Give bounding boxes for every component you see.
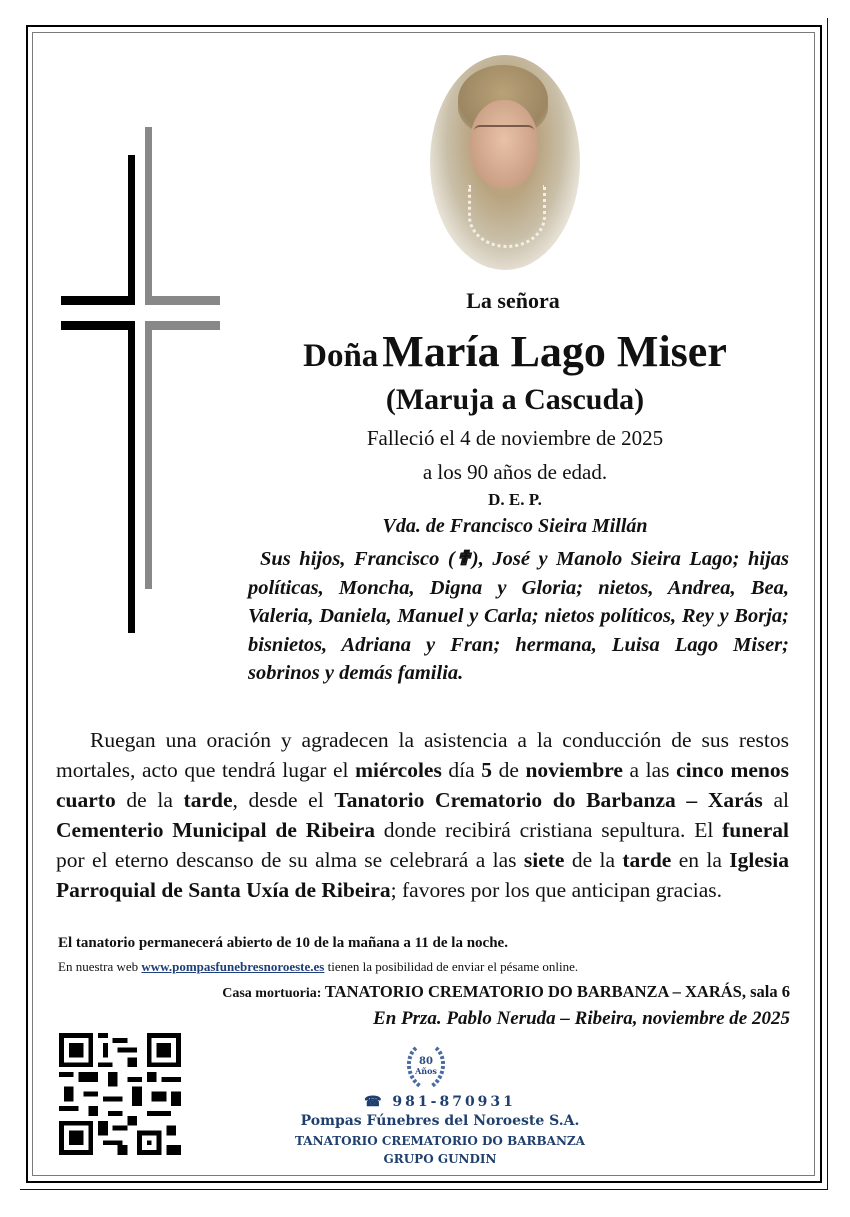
- dep-label: D. E. P.: [488, 490, 542, 509]
- opening-hours: El tanatorio permanecerá abierto de 10 de la mañana a 11 de la noche.: [58, 935, 508, 951]
- svg-text:80: 80: [419, 1056, 433, 1067]
- frame-shadow-right: [827, 18, 828, 1190]
- title-prefix: Doña: [303, 338, 379, 374]
- intro-label: La señora: [466, 288, 560, 313]
- funeral-home-line: Casa mortuoria: TANATORIO CREMATORIO DO BARBANZA – XARÁS, sala 6: [222, 982, 790, 1001]
- widow-line: Vda. de Francisco Sieira Millán: [382, 515, 648, 537]
- group-name: GRUPO GUNDIN: [383, 1152, 497, 1166]
- company-name: Pompas Fúnebres del Noroeste S.A.: [300, 1113, 580, 1129]
- full-name: María Lago Miser: [382, 327, 727, 376]
- death-date: Falleció el 4 de noviembre de 2025: [366, 426, 664, 450]
- portrait-photo: [430, 55, 580, 270]
- anniversary-logo: [400, 1040, 452, 1092]
- alias: (Maruja a Cascuda): [385, 383, 645, 416]
- tanatorio-name: TANATORIO CREMATORIO DO BARBANZA: [295, 1134, 585, 1148]
- family-list: Sus hijos, Francisco (✟), José y Manolo Sieira Lago; hijas políticas, Moncha, Digna y Gloria; nietos, Andrea, Bea, Valeria, Daniela, Manuel y Carla; nietos políticos, Rey y Borja; bisnietos, Adriana y Fran; hermana, Luisa Lago Miser; sobrinos y demás familia.: [248, 548, 789, 684]
- laurel-icon: [400, 1040, 452, 1092]
- website-link[interactable]: www.pompasfunebresnoroeste.es: [141, 959, 325, 974]
- qr-code[interactable]: [56, 1033, 184, 1155]
- web-condolence-line: En nuestra web www.pompasfunebresnoroeste.es tienen la posibilidad de enviar el pésame online.: [58, 959, 579, 974]
- place-date: En Prza. Pablo Neruda – Ribeira, noviembre de 2025: [373, 1008, 790, 1029]
- svg-text:Años: Años: [415, 1066, 437, 1076]
- frame-shadow-bottom: [20, 1189, 828, 1190]
- phone-icon: ☎: [364, 1094, 385, 1110]
- ceremony-details: Ruegan una oración y agradecen la asistencia a la conducción de sus restos mortales, acto que tendrá lugar el miércoles día 5 de noviembre a las cinco menos cuarto de la tarde, desde el Tanatorio Crematorio do Barbanza – Xarás al Cementerio Municipal de Ribeira donde recibirá cristiana sepultura. El funeral por el eterno descanso de su alma se celebrará a las siete de la tarde en la Iglesia Parroquial de Santa Uxía de Ribeira; favores por los que anticipan gracias.: [56, 728, 789, 902]
- phone-number: ☎ 981-870931: [364, 1094, 516, 1110]
- deceased-name: [250, 326, 780, 377]
- age: a los 90 años de edad.: [422, 460, 608, 484]
